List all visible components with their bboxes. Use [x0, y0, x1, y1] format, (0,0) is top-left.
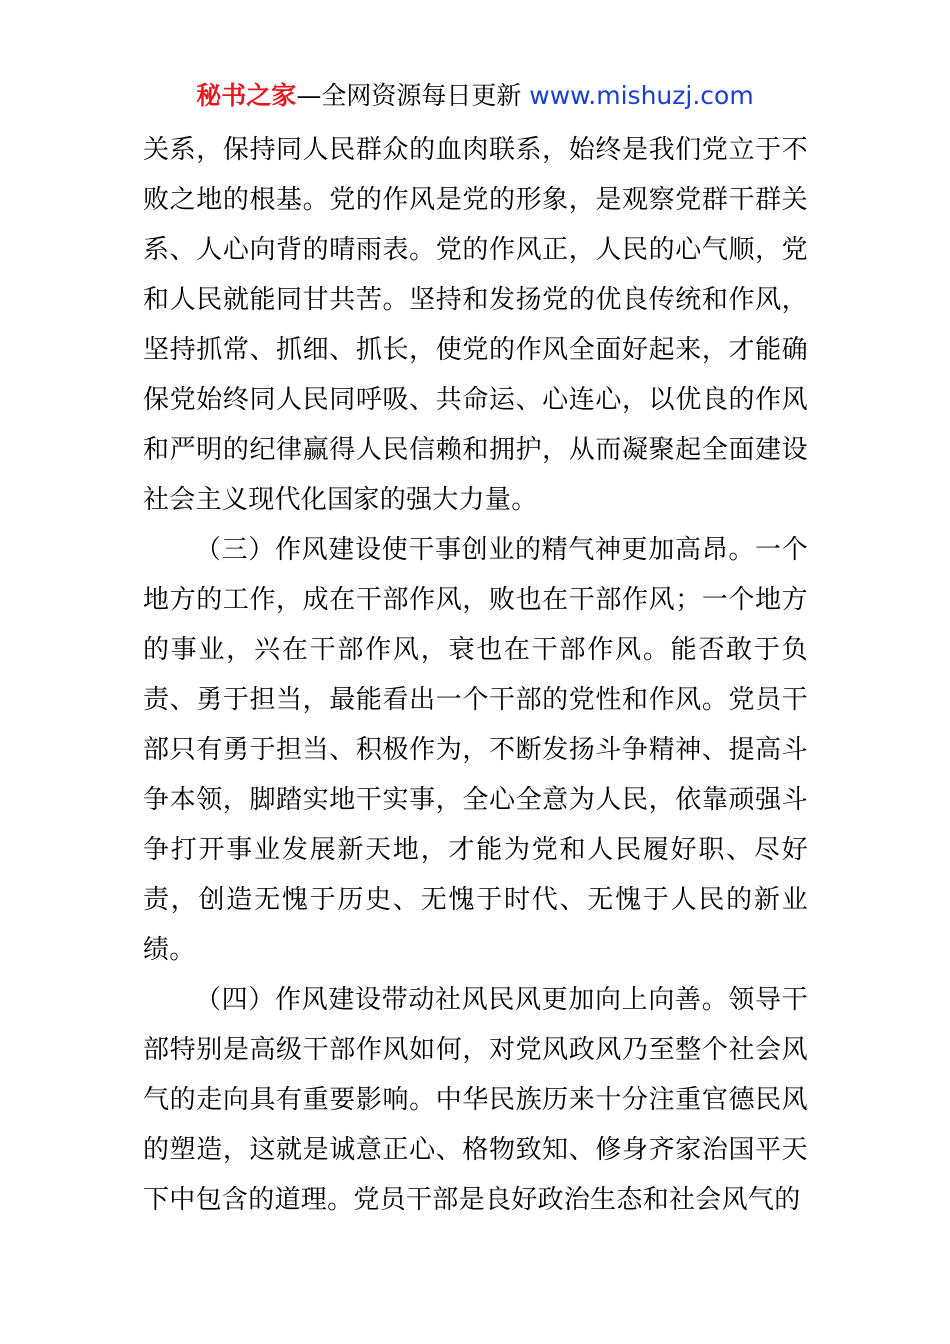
paragraph-section-three: （三）作风建设使干事创业的精气神更加高昂。一个地方的工作，成在干部作风，败也在干部作风；一个地方的事业，兴在干部作风，衰也在干部作风。能否敢于负责、勇于担当，最能看出一个干部的党性和作风。党员干部只有勇于担当、积极作为，不断发扬斗争精神、提高斗争本领，脚踏实地干实事，全心全意为人民，依靠顽强斗争打开事业发展新天地，才能为党和人民履好职、尽好责，创造无愧于历史、无愧于时代、无愧于人民的新业绩。: [143, 535, 808, 965]
site-brand: 秘书之家: [196, 81, 297, 110]
paragraph-continuation: 关系，保持同人民群众的血肉联系，始终是我们党立于不败之地的根基。党的作风是党的形象，是观察党群干群关系、人心向背的晴雨表。党的作风正，人民的心气顺，党和人民就能同甘共苦。坚持和发扬党的优良传统和作风，坚持抓常、抓细、抓长，使党的作风全面好起来，才能确保党始终同人民同呼吸、共命运、心连心，以优良的作风和严明的纪律赢得人民信赖和拥护，从而凝聚起全面建设社会主义现代化国家的强大力量。: [143, 135, 808, 515]
site-tagline: —全网资源每日更新: [296, 81, 530, 110]
site-header: [0, 78, 950, 114]
site-url[interactable]: www.mishuzj.com: [529, 81, 754, 110]
document-body: [143, 125, 808, 1225]
paragraph-section-four: （四）作风建设带动社风民风更加向上向善。领导干部特别是高级干部作风如何，对党风政风乃至整个社会风气的走向具有重要影响。中华民族历来十分注重官德民风的塑造，这就是诚意正心、格物致知、修身齐家治国平天下中包含的道理。党员干部是良好政治生态和社会风气的: [143, 985, 808, 1215]
